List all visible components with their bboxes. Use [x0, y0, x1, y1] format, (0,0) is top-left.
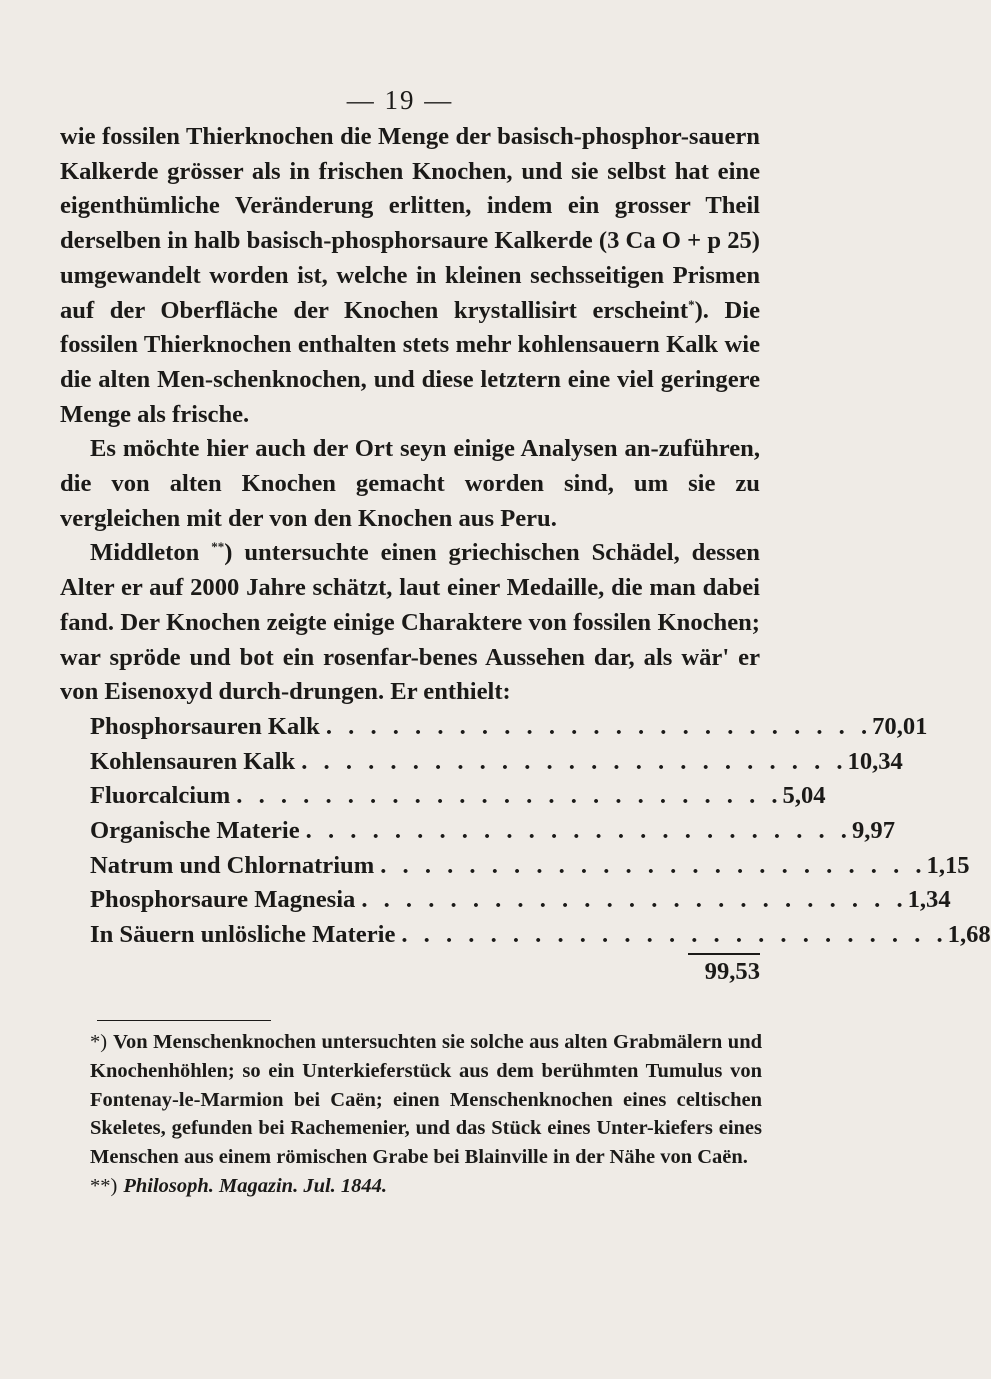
component-label: Fluorcalcium [90, 782, 231, 810]
paragraph-1-cont: ). Die fossilen Thierknochen enthalten stets mehr kohlensauern Kalk wie die alten Men-schenknochen, und diese letztern eine viel geringere Menge als frische. [60, 296, 760, 428]
table-row [60, 918, 991, 953]
total-value: 99,53 [704, 957, 760, 985]
component-value: 10,34 [847, 747, 903, 775]
total-row [60, 955, 760, 989]
dot-leader: . . . . . . . . . . . . . . . . . . . . . . . . . [305, 817, 852, 845]
footnote-2 [90, 1172, 762, 1201]
footnote-ref-2: ** [211, 539, 225, 555]
dot-leader: . . . . . . . . . . . . . . . . . . . . . . . . . [236, 782, 783, 810]
table-row [60, 779, 826, 814]
paragraph-3-name: Middleton [90, 539, 200, 567]
table-row [60, 745, 903, 780]
dot-leader: . . . . . . . . . . . . . . . . . . . . . . . . . [380, 851, 927, 879]
footnotes [90, 1028, 762, 1201]
paragraph-2: Es möchte hier auch der Ort seyn einige Analysen an-zuführen, die von alten Knochen gemacht worden sind, um sie zu vergleichen mit der von den Knochen aus Peru. [60, 435, 760, 532]
footnote-text: Von Menschenknochen untersuchten sie solche aus alten Grabmälern und Knochenhöhlen; so ein Unterkieferstück aus dem berühmten Tumulus von Fontenay-le-Marmion bei Caën; einen Menschenknochen eines celtischen Skeletes, gefunden bei Rachemenier, und das Stück eines Unter-kiefers eines Menschen aus einem römischen Grabe bei Blainville in der Nähe von Caën. [90, 1031, 762, 1169]
table-row [60, 849, 970, 884]
main-text [60, 120, 991, 989]
footnote-citation: Philosoph. Magazin. Jul. 1844. [123, 1174, 388, 1197]
component-label: Kohlensauren Kalk [90, 747, 296, 775]
footnote-1 [90, 1028, 762, 1172]
component-value: 1,34 [907, 886, 951, 914]
dot-leader: . . . . . . . . . . . . . . . . . . . . . . . . . [361, 886, 908, 914]
component-label: Natrum und Chlornatrium [90, 851, 375, 879]
component-label: In Säuern unlösliche Materie [90, 921, 396, 949]
analysis-table [60, 710, 991, 989]
component-label: Organische Materie [90, 817, 300, 845]
component-label: Phosphorsauren Kalk [90, 712, 320, 740]
dot-leader: . . . . . . . . . . . . . . . . . . . . . . . . . [325, 712, 873, 740]
component-value: 9,97 [851, 817, 895, 845]
paragraph-1 [60, 120, 760, 432]
paragraph-1-text: wie fossilen Thierknochen die Menge der basisch-phosphor-sauern Kalkerde grösser als in frischen Knochen, und sie selbst hat eine eigenthümliche Veränderung erlitten, indem ein grosser Theil derselben in halb basisch-phosphorsaure Kalkerde (3 Ca O + p 25) umgewandelt worden ist, welche in kleinen sechsseitigen Prismen auf der Oberfläche der Knochen krystallisirt erscheint [60, 123, 760, 324]
component-value: 70,01 [872, 712, 928, 740]
component-label: Phosphorsaure Magnesia [90, 886, 356, 914]
table-row [60, 883, 951, 918]
footnote-separator [97, 1020, 271, 1021]
component-value: 1,68 [947, 921, 991, 949]
table-row [60, 814, 895, 849]
footnote-ref-1: * [688, 296, 695, 312]
component-value: 5,04 [782, 782, 826, 810]
paragraph-3 [60, 536, 760, 710]
dot-leader: . . . . . . . . . . . . . . . . . . . . . . . . . [301, 747, 848, 775]
dot-leader: . . . . . . . . . . . . . . . . . . . . . . . . . [401, 921, 948, 949]
page-number: — 19 — [346, 85, 454, 115]
component-value: 1,15 [926, 851, 970, 879]
table-row [60, 710, 928, 745]
paragraph-3-text: ) untersuchte einen griechischen Schädel, dessen Alter er auf 2000 Jahre schätzt, laut einer Medaille, die man dabei fand. Der Knochen zeigte einige Charaktere von fossilen Knochen; war spröde und bot ein rosenfar-benes Aussehen dar, als wär' er von Eisenoxyd durch-drungen. Er enthielt: [60, 539, 760, 706]
footnote-mark: *) [90, 1031, 108, 1053]
footnote-mark: **) [90, 1174, 118, 1197]
